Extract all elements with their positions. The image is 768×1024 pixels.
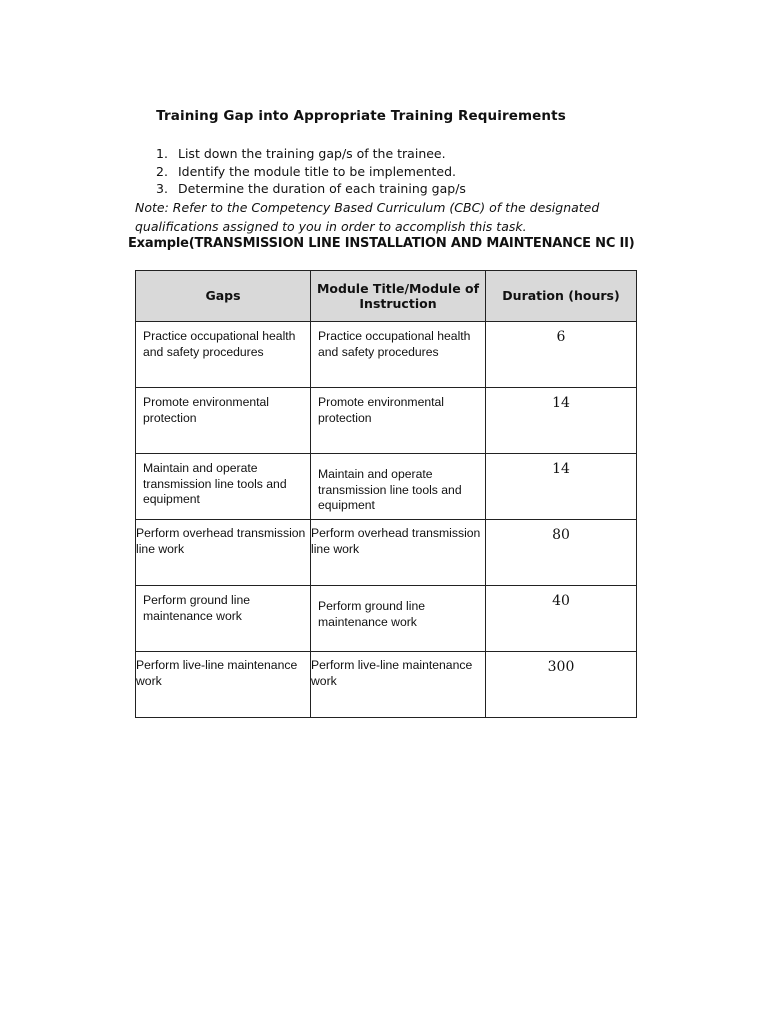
gap-cell xyxy=(136,520,311,586)
page-title: Training Gap into Appropriate Training Requirements xyxy=(156,108,566,124)
duration-value: 14 xyxy=(552,395,570,411)
instruction-number: 1. xyxy=(156,146,168,161)
module-text: Perform overhead transmission line work xyxy=(311,526,481,556)
instruction-text: List down the training gap/s of the trainee. xyxy=(178,146,446,161)
instruction-number: 3. xyxy=(156,181,168,196)
gap-text: Practice occupational health and safety procedures xyxy=(143,329,296,359)
gap-cell xyxy=(136,454,311,520)
instruction-list xyxy=(148,145,466,198)
example-heading: Example(TRANSMISSION LINE INSTALLATION AND MAINTENANCE NC II) xyxy=(128,236,635,251)
gap-text: Perform ground line maintenance work xyxy=(143,593,251,623)
duration-cell xyxy=(486,322,637,388)
duration-cell xyxy=(486,388,637,454)
gap-text: Promote environmental protection xyxy=(143,395,269,425)
gap-cell xyxy=(136,388,311,454)
module-cell xyxy=(311,586,486,652)
gap-text: Perform overhead transmission line work xyxy=(136,526,306,556)
module-cell xyxy=(311,388,486,454)
duration-value: 80 xyxy=(552,527,570,543)
gap-text: Perform live-line maintenance work xyxy=(136,658,298,688)
table-header-row xyxy=(136,271,637,322)
gap-cell xyxy=(136,322,311,388)
module-text: Perform live-line maintenance work xyxy=(311,658,473,688)
module-cell xyxy=(311,652,486,718)
table-row xyxy=(136,454,637,520)
instruction-text: Identify the module title to be implemented. xyxy=(178,163,457,179)
duration-cell xyxy=(486,586,637,652)
table-row xyxy=(136,586,637,652)
note-text: Note: Refer to the Competency Based Curriculum (CBC) of the designated qualifications assigned to you in order to accomplish this task. xyxy=(135,200,600,234)
table-row xyxy=(136,322,637,388)
module-text: Perform ground line maintenance work xyxy=(318,599,426,629)
module-cell xyxy=(311,322,486,388)
header-module-title: Module Title/Module of Instruction xyxy=(311,271,486,322)
gap-cell xyxy=(136,652,311,718)
table-row xyxy=(136,652,637,718)
instruction-number: 2. xyxy=(156,163,168,179)
gap-cell xyxy=(136,586,311,652)
duration-cell xyxy=(486,454,637,520)
instruction-text: Determine the duration of each training gap/s xyxy=(178,181,466,196)
training-gap-table xyxy=(135,270,637,718)
module-text: Promote environmental protection xyxy=(318,395,444,425)
duration-value: 14 xyxy=(552,461,570,477)
module-cell xyxy=(311,520,486,586)
duration-cell xyxy=(486,652,637,718)
table-row xyxy=(136,388,637,454)
module-text: Maintain and operate transmission line tools and equipment xyxy=(318,467,462,512)
header-gaps: Gaps xyxy=(136,271,311,322)
gap-text: Maintain and operate transmission line tools and equipment xyxy=(143,461,287,506)
duration-value: 40 xyxy=(552,593,570,609)
instruction-item xyxy=(148,180,466,198)
instruction-item xyxy=(148,145,466,163)
duration-cell xyxy=(486,520,637,586)
module-text: Practice occupational health and safety procedures xyxy=(318,329,471,359)
instruction-item xyxy=(148,163,466,181)
table-row xyxy=(136,520,637,586)
module-cell xyxy=(311,454,486,520)
header-duration: Duration (hours) xyxy=(486,271,637,322)
duration-value: 300 xyxy=(547,659,575,675)
duration-value: 6 xyxy=(556,329,566,345)
